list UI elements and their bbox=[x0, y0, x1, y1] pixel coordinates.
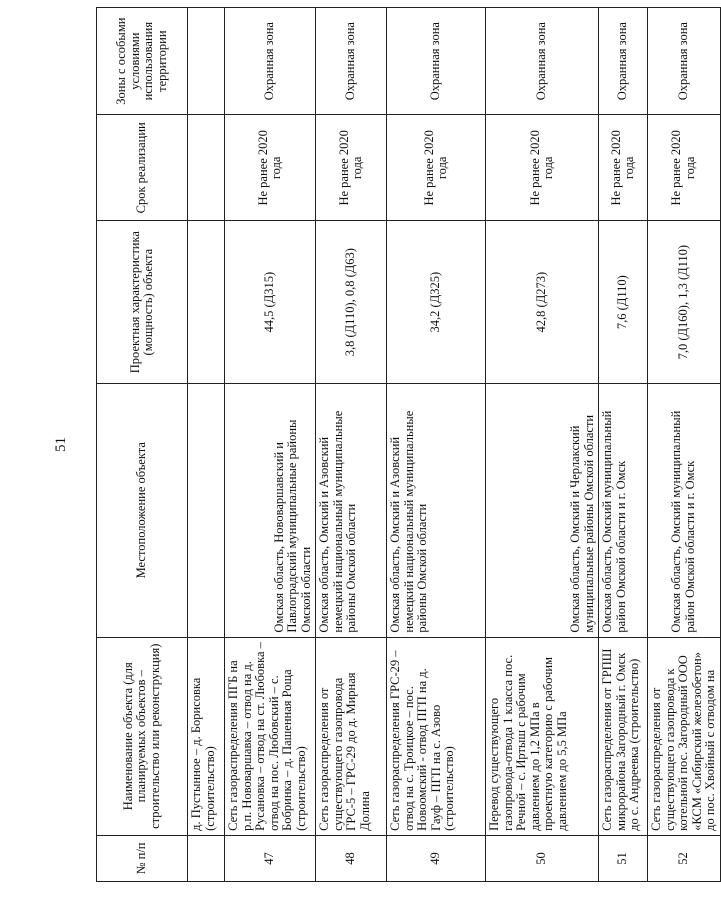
cell-term: Не ранее 2020 года bbox=[486, 115, 599, 221]
cell-capacity: 34,2 (Д325) bbox=[387, 221, 486, 384]
cell-name: Сеть газораспределения от существующего газопровода к котельной пос. Загородный ООО «КСМ «Сибирский железобетон» до пос. Хвойный с отводом на bbox=[648, 637, 721, 835]
cell-zone: Охранная зона bbox=[648, 8, 721, 115]
table-row bbox=[648, 8, 721, 882]
cell-name: Сеть газораспределения от ГРПШ микрорайона Загородный г. Омск до с. Андреевка (строительство) bbox=[599, 637, 648, 835]
cell-zone: Охранная зона bbox=[486, 8, 599, 115]
table-row bbox=[486, 8, 599, 882]
table-row bbox=[387, 8, 486, 882]
cell-capacity: 3,8 (Д110), 0,8 (Д63) bbox=[316, 221, 387, 384]
cell-num: 47 bbox=[225, 835, 316, 881]
cell-term: Не ранее 2020 года bbox=[387, 115, 486, 221]
cell-term: Не ранее 2020 года bbox=[599, 115, 648, 221]
cell-num bbox=[188, 835, 225, 881]
page-number: 51 bbox=[53, 437, 69, 452]
cell-num: 52 bbox=[648, 835, 721, 881]
table-header-row bbox=[97, 8, 188, 882]
header-term: Срок реализации bbox=[97, 115, 188, 221]
table-row bbox=[316, 8, 387, 882]
cell-location: Омская область, Омский муниципальный район Омской области и г. Омск bbox=[648, 383, 721, 637]
cell-name: д. Пустынное – д. Борисовка (строительство) bbox=[188, 637, 225, 835]
table-row bbox=[225, 8, 316, 882]
table-row-continuation bbox=[188, 8, 225, 882]
cell-location: Омская область, Нововаршавский и Павлоградский муниципальные районы Омской области bbox=[225, 383, 316, 637]
cell-capacity bbox=[188, 221, 225, 384]
cell-capacity: 42,8 (Д273) bbox=[486, 221, 599, 384]
cell-name: Сеть газораспределения ПГБ на р.п. Нововаршавка – отвод на д. Русановка – отвод на ст. Любовка – отвод на пос. Любовский – с. Бобринка – д. Пашенная Роща (строительство) bbox=[225, 637, 316, 835]
cell-zone: Охранная зона bbox=[599, 8, 648, 115]
cell-zone bbox=[188, 8, 225, 115]
cell-location bbox=[188, 383, 225, 637]
table-row bbox=[599, 8, 648, 882]
cell-term: Не ранее 2020 года bbox=[316, 115, 387, 221]
cell-term bbox=[188, 115, 225, 221]
header-zones: Зоны с особыми условиями использования территории bbox=[97, 8, 188, 115]
header-location: Местоположение объекта bbox=[97, 383, 188, 637]
rotated-page bbox=[46, 7, 717, 882]
header-num: № п/п bbox=[97, 835, 188, 881]
cell-capacity: 44,5 (Д315) bbox=[225, 221, 316, 384]
cell-term: Не ранее 2020 года bbox=[225, 115, 316, 221]
cell-capacity: 7,0 (Д160), 1,3 (Д110) bbox=[648, 221, 721, 384]
cell-num: 49 bbox=[387, 835, 486, 881]
cell-term: Не ранее 2020 года bbox=[648, 115, 721, 221]
cell-zone: Охранная зона bbox=[316, 8, 387, 115]
cell-zone: Охранная зона bbox=[387, 8, 486, 115]
objects-table bbox=[96, 7, 721, 882]
header-capacity: Проектная характеристика (мощность) объекта bbox=[97, 221, 188, 384]
cell-name: Сеть газораспределения ГРС-29 – отвод на с. Троицкое – пос. Новоомский - отвод ПГП на д. Гауф – ПГП на с. Азово (строительство) bbox=[387, 637, 486, 835]
cell-zone: Охранная зона bbox=[225, 8, 316, 115]
cell-location: Омская область, Омский муниципальный район Омской области и г. Омск bbox=[599, 383, 648, 637]
cell-location: Омская область, Омский и Черлакский муниципальные районы Омской области bbox=[486, 383, 599, 637]
cell-num: 51 bbox=[599, 835, 648, 881]
cell-location: Омская область, Омский и Азовский немецкий национальный муниципальные районы Омской области bbox=[387, 383, 486, 637]
header-name: Наименование объекта (для планируемых объектов – строительство или реконструкция) bbox=[97, 637, 188, 835]
cell-capacity: 7,6 (Д110) bbox=[599, 221, 648, 384]
cell-location: Омская область, Омский и Азовский немецкий национальный муниципальные районы Омской области bbox=[316, 383, 387, 637]
cell-name: Сеть газораспределения от существующего газопровода ГРС-5 – ГРС-29 до д. Мирная Долина bbox=[316, 637, 387, 835]
cell-num: 50 bbox=[486, 835, 599, 881]
cell-num: 48 bbox=[316, 835, 387, 881]
cell-name: Перевод существующего газопровода-отвода 1 класса пос. Речной – с. Иртыш с рабочим давлением до 1,2 МПа в проектную категорию с рабочим давлением до 5,5 МПа bbox=[486, 637, 599, 835]
